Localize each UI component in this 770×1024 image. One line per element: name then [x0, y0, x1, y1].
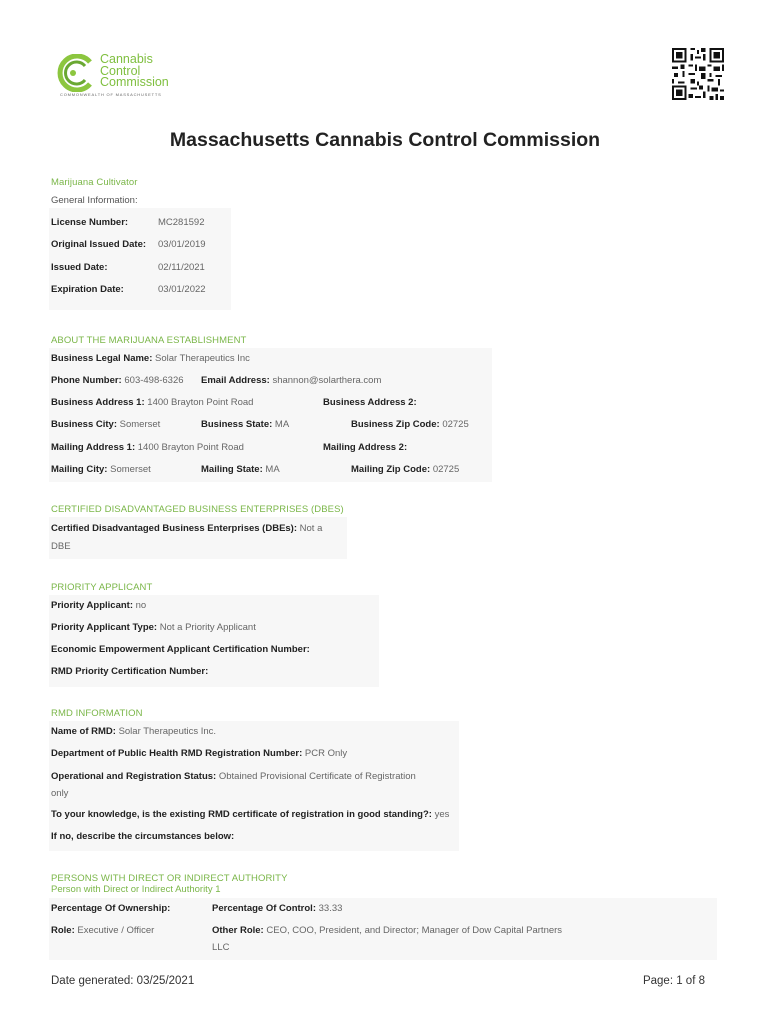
- email-row: Email Address: shannon@solarthera.com: [201, 375, 382, 386]
- eea-cert-row: Economic Empowerment Applicant Certification Number:: [51, 644, 310, 655]
- page-title: Massachusetts Cannabis Control Commission: [169, 129, 601, 151]
- license-type: Marijuana Cultivator: [51, 177, 138, 188]
- issued-date-label: Issued Date:: [51, 262, 108, 273]
- good-standing-row: To your knowledge, is the existing RMD certificate of registration in good standing?: yes: [51, 809, 450, 820]
- business-address-2-row: Business Address 2:: [323, 397, 417, 408]
- rmd-priority-cert-row: RMD Priority Certification Number:: [51, 666, 209, 677]
- operational-status-continued: only: [51, 788, 69, 799]
- priority-type-row: Priority Applicant Type: Not a Priority Applicant: [51, 622, 256, 633]
- cannabis-control-commission-logo: [54, 52, 194, 100]
- establishment-panel: [49, 348, 492, 482]
- phone-row: Phone Number: 603-498-6326: [51, 375, 184, 386]
- mailing-address-1-row: Mailing Address 1: 1400 Brayton Point Road: [51, 442, 244, 453]
- ownership-row: Percentage Of Ownership:: [51, 903, 171, 914]
- mailing-zip-row: Mailing Zip Code: 02725: [351, 464, 460, 475]
- legal-name-row: Business Legal Name: Solar Therapeutics Inc: [51, 353, 250, 364]
- mailing-address-2-row: Mailing Address 2:: [323, 442, 408, 453]
- authority-subheading: Person with Direct or Indirect Authority 1: [51, 884, 221, 895]
- dbe-value-continued: DBE: [51, 541, 71, 552]
- establishment-heading: ABOUT THE MARIJUANA ESTABLISHMENT: [51, 335, 247, 346]
- expiration-date-value: 03/01/2022: [158, 284, 206, 295]
- page-number: Page: 1 of 8: [642, 975, 705, 987]
- operational-status-row: Operational and Registration Status: Obtained Provisional Certificate of Registration: [51, 771, 416, 782]
- general-information-label: General Information:: [51, 195, 138, 206]
- role-row: Role: Executive / Officer: [51, 925, 155, 936]
- business-zip-row: Business Zip Code: 02725: [351, 419, 469, 430]
- original-issued-date-value: 03/01/2019: [158, 239, 206, 250]
- rmd-heading: RMD INFORMATION: [51, 708, 143, 719]
- license-number-label: License Number:: [51, 217, 129, 228]
- mailing-state-row: Mailing State: MA: [201, 464, 280, 475]
- expiration-date-label: Expiration Date:: [51, 284, 124, 295]
- business-city-row: Business City: Somerset: [51, 419, 161, 430]
- authority-heading: PERSONS WITH DIRECT OR INDIRECT AUTHORITY: [51, 873, 288, 884]
- date-generated: Date generated: 03/25/2021: [51, 975, 195, 987]
- dph-registration-row: Department of Public Health RMD Registration Number: PCR Only: [51, 748, 348, 759]
- dbe-heading: CERTIFIED DISADVANTAGED BUSINESS ENTERPRISES (DBES): [51, 504, 344, 515]
- qr-code-icon: [672, 48, 724, 100]
- issued-date-value: 02/11/2021: [158, 262, 205, 273]
- business-address-1-row: Business Address 1: 1400 Brayton Point Road: [51, 397, 254, 408]
- other-role-continued: LLC: [212, 942, 230, 953]
- control-row: Percentage Of Control: 33.33: [212, 903, 343, 914]
- logo-wordmark: Cannabis Control Commission: [100, 52, 169, 89]
- priority-heading: PRIORITY APPLICANT: [51, 582, 153, 593]
- original-issued-date-label: Original Issued Date:: [51, 239, 147, 250]
- other-role-row: Other Role: CEO, COO, President, and Director; Manager of Dow Capital Partners: [212, 925, 563, 936]
- license-number-value: MC281592: [158, 217, 205, 228]
- priority-applicant-row: Priority Applicant: no: [51, 600, 147, 611]
- dbe-row: Certified Disadvantaged Business Enterprises (DBEs): Not a: [51, 523, 323, 534]
- business-state-row: Business State: MA: [201, 419, 290, 430]
- logo-tagline: COMMONWEALTH OF MASSACHUSETTS: [60, 92, 162, 97]
- mailing-city-row: Mailing City: Somerset: [51, 464, 151, 475]
- commission-logo-icon: [54, 54, 96, 92]
- circumstances-row: If no, describe the circumstances below:: [51, 831, 235, 842]
- rmd-name-row: Name of RMD: Solar Therapeutics Inc.: [51, 726, 217, 737]
